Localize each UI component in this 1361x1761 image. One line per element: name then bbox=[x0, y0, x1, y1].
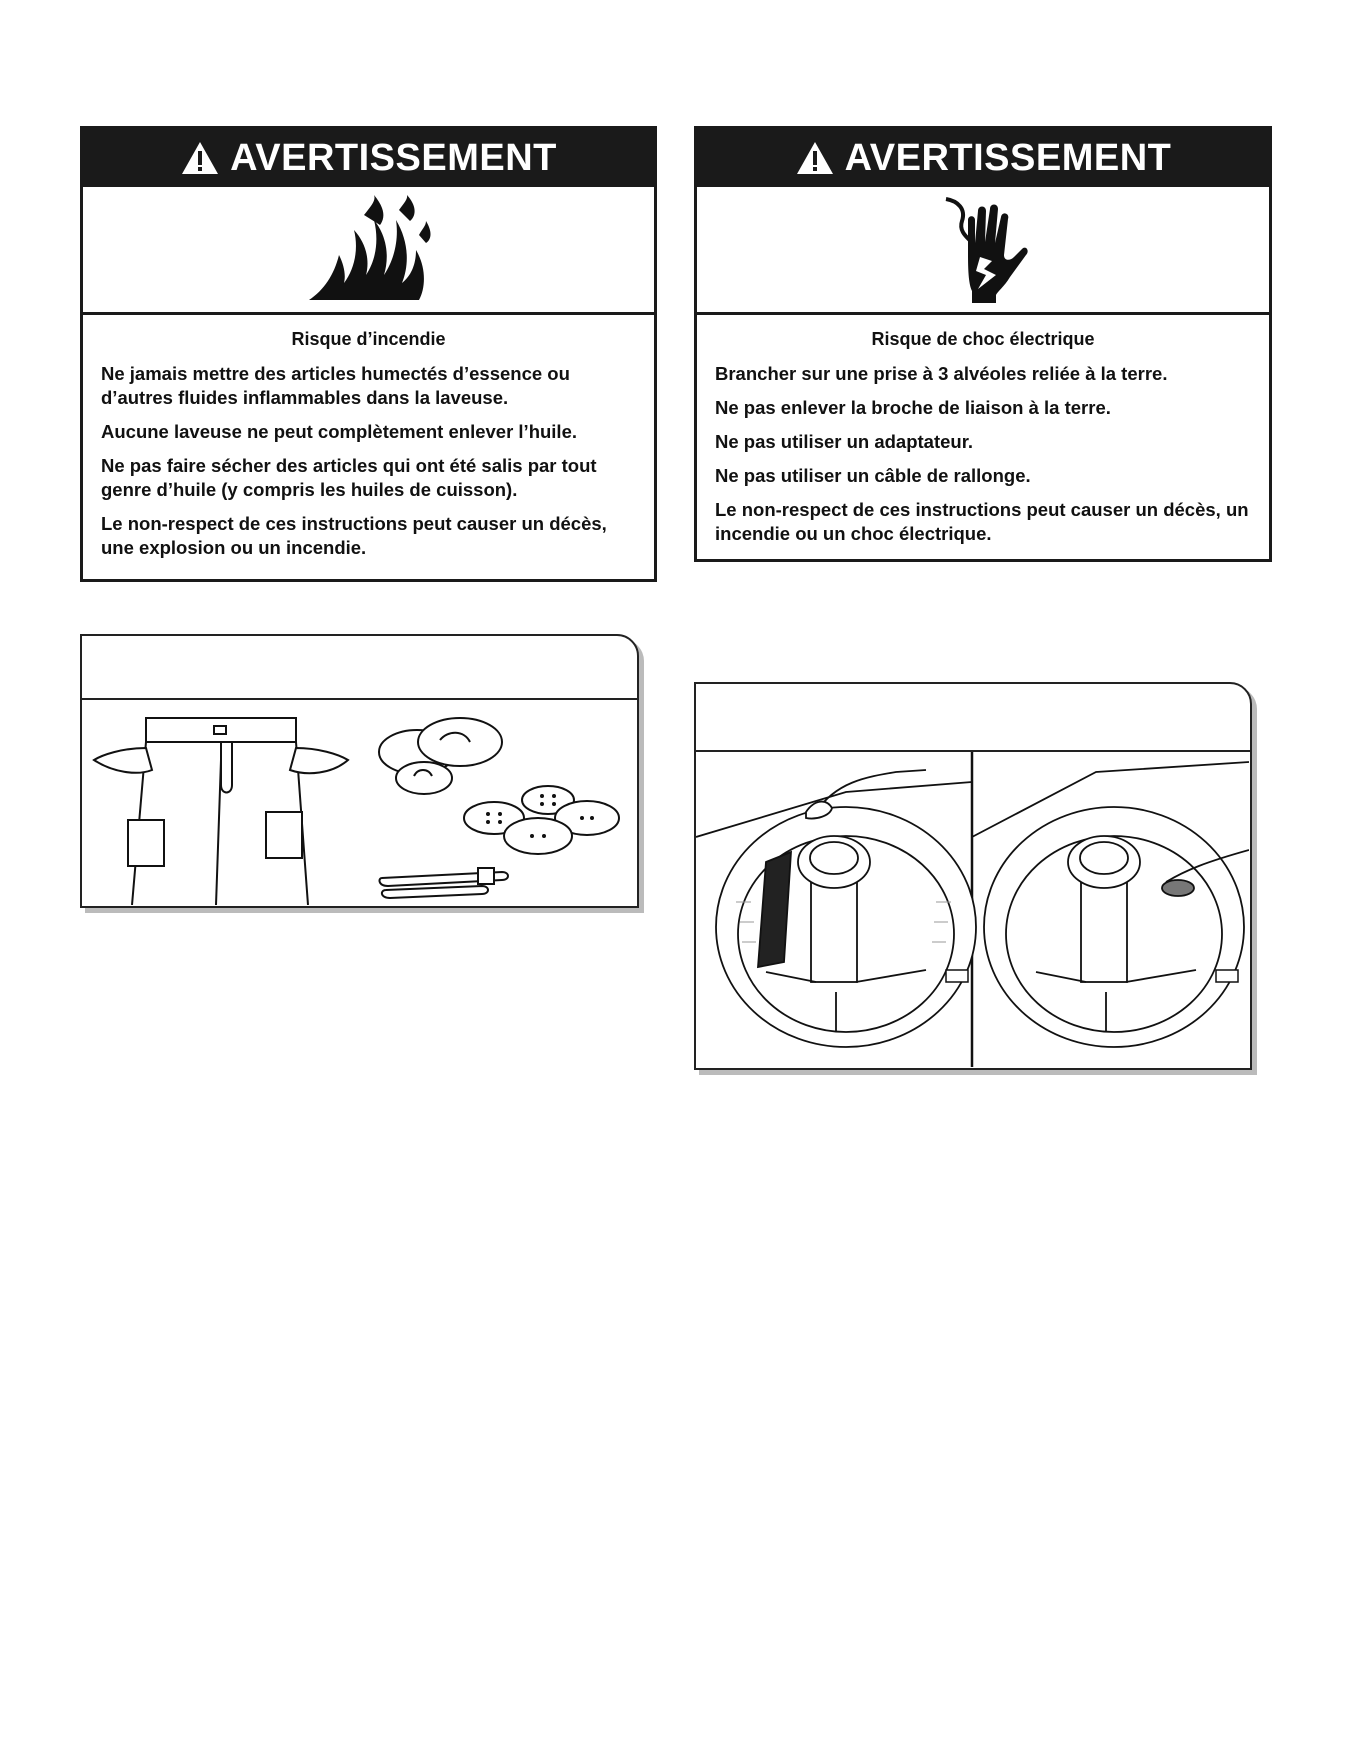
shock-warning-line: Ne pas enlever la broche de liaison à la terre. bbox=[715, 397, 1111, 418]
warning-triangle-icon bbox=[795, 140, 835, 176]
shock-warning-header-text: AVERTISSEMENT bbox=[844, 136, 1172, 179]
shock-warning-line: Ne pas utiliser un adaptateur. bbox=[715, 431, 974, 452]
fire-warning-header-text: AVERTISSEMENT bbox=[230, 136, 557, 179]
washer-illustration-frame bbox=[694, 682, 1252, 1070]
illustration-header-bar bbox=[696, 684, 1250, 752]
illustration-header-bar bbox=[82, 636, 637, 700]
fire-pictogram-area bbox=[83, 187, 654, 315]
fire-warning-title: Risque d’incendie bbox=[291, 329, 446, 349]
shock-warning-header bbox=[697, 129, 1269, 187]
shock-warning-box bbox=[694, 126, 1272, 562]
fire-warning-header bbox=[83, 129, 654, 187]
pants-pockets-coins-buttons-pins bbox=[82, 700, 636, 905]
shock-warning-body bbox=[697, 315, 1269, 566]
warning-triangle-icon bbox=[180, 140, 220, 176]
washer-drum-items-removal bbox=[696, 752, 1249, 1067]
fire-warning-body bbox=[83, 315, 654, 580]
electric-shock-hand-icon bbox=[938, 195, 1028, 305]
shock-warning-line: Ne pas utiliser un câble de rallonge. bbox=[715, 465, 1031, 486]
pockets-illustration-frame bbox=[80, 634, 639, 908]
fire-icon bbox=[304, 195, 434, 305]
fire-warning-line: Aucune laveuse ne peut complètement enlever l’huile. bbox=[101, 421, 578, 442]
shock-warning-line: Le non-respect de ces instructions peut causer un décès, un incendie ou un choc électrique. bbox=[715, 499, 1249, 544]
shock-warning-line: Brancher sur une prise à 3 alvéoles reliée à la terre. bbox=[715, 363, 1168, 384]
fire-warning-line: Ne pas faire sécher des articles qui ont été salis par tout genre d’huile (y compris les huiles de cuisson). bbox=[101, 455, 597, 500]
pockets-illustration bbox=[82, 700, 637, 910]
shock-warning-title: Risque de choc électrique bbox=[871, 329, 1095, 349]
washer-illustration bbox=[696, 752, 1250, 1072]
fire-warning-line: Le non-respect de ces instructions peut causer un décès, une explosion ou un incendie. bbox=[101, 513, 607, 558]
shock-pictogram-area bbox=[697, 187, 1269, 315]
fire-warning-line: Ne jamais mettre des articles humectés d’essence ou d’autres fluides inflammables dans la laveuse. bbox=[101, 363, 570, 408]
fire-warning-box bbox=[80, 126, 657, 582]
